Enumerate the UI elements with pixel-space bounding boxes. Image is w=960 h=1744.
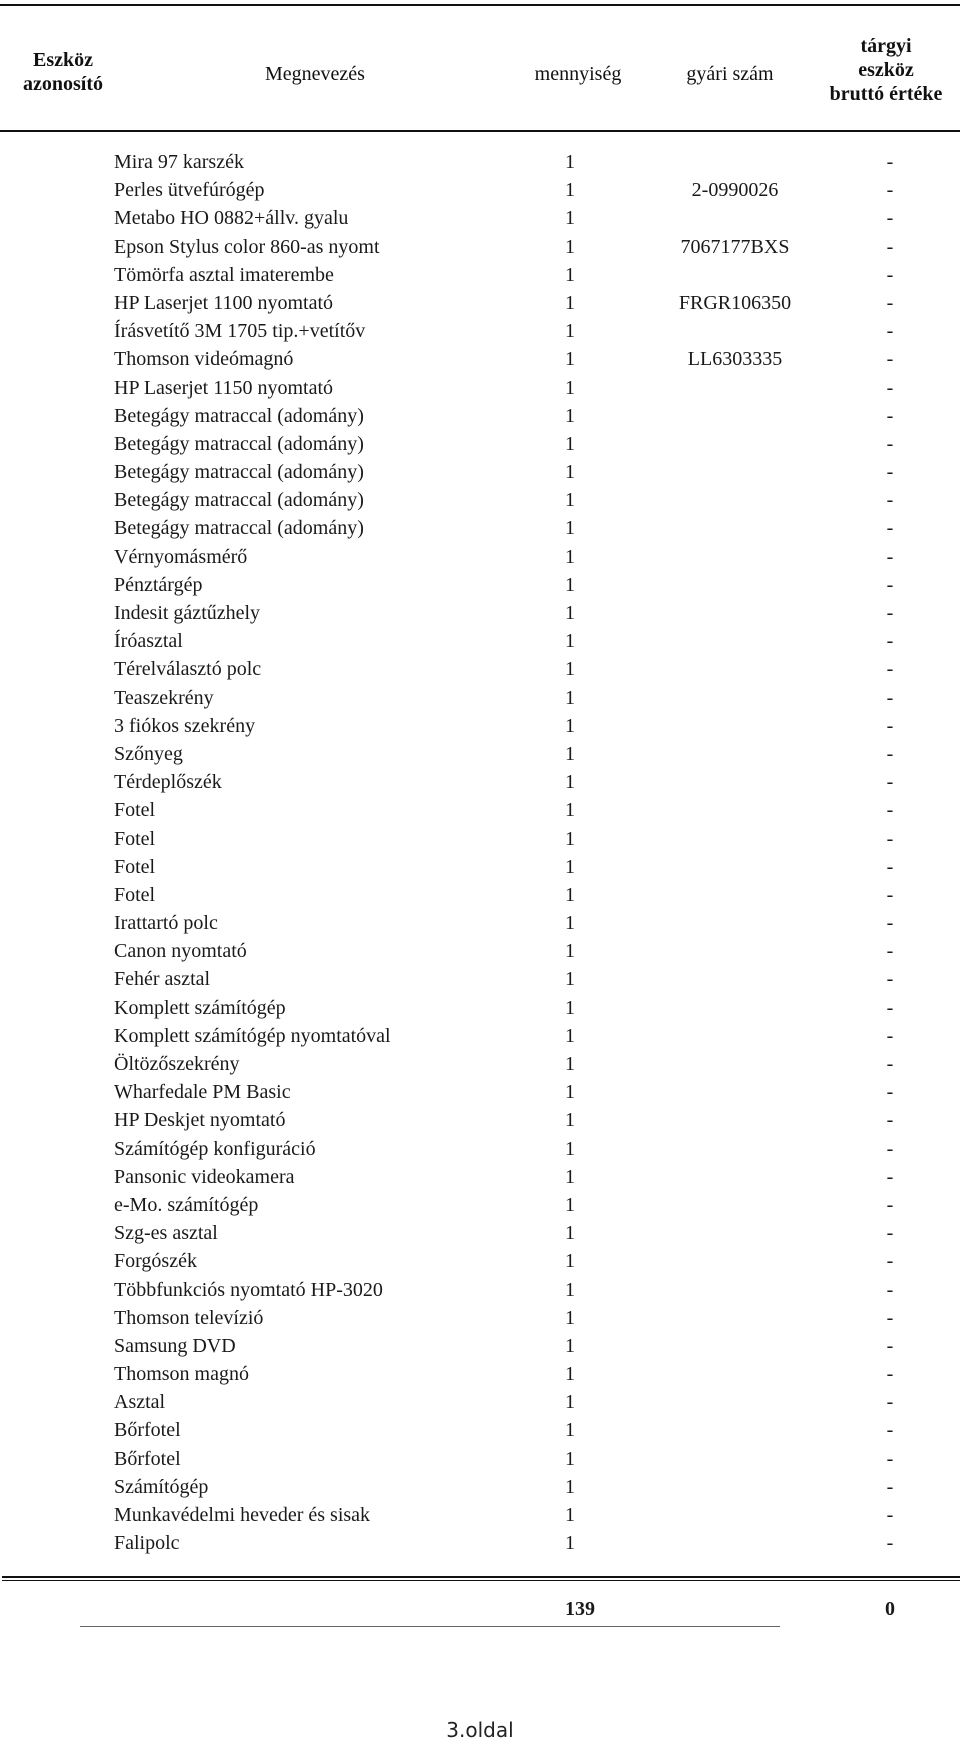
item-quantity: 1	[565, 996, 575, 1019]
item-value: -	[886, 686, 894, 709]
item-quantity: 1	[565, 771, 575, 794]
table-row	[0, 233, 960, 261]
item-quantity: 1	[565, 630, 575, 653]
item-serial: LL6303335	[687, 348, 783, 371]
item-quantity: 1	[565, 1419, 575, 1442]
totals-rule-bottom	[80, 1626, 780, 1627]
item-value: -	[886, 320, 894, 343]
header-name: Megnevezés	[265, 63, 365, 85]
table-row	[0, 655, 960, 683]
item-name: Indesit gáztűzhely	[114, 602, 261, 624]
table-row	[0, 1445, 960, 1473]
item-name: Bőrfotel	[114, 1447, 181, 1470]
item-value: -	[886, 1278, 894, 1301]
header-asset-id	[4, 48, 122, 96]
table-row	[0, 1416, 960, 1444]
item-quantity: 1	[565, 1081, 575, 1104]
table-row	[0, 571, 960, 599]
item-quantity: 1	[565, 1475, 575, 1498]
table-row	[0, 994, 960, 1022]
table-row	[0, 965, 960, 993]
item-name: Betegágy matraccal (adomány)	[114, 404, 364, 427]
item-quantity: 1	[565, 1137, 575, 1160]
item-quantity: 1	[565, 545, 575, 568]
table-row	[0, 486, 960, 514]
table-row	[0, 1388, 960, 1416]
item-name: Betegágy matraccal (adomány)	[114, 461, 364, 484]
item-value: -	[886, 1363, 894, 1386]
item-quantity: 1	[565, 151, 575, 173]
item-name: Thomson televízió	[114, 1306, 264, 1329]
table-row	[0, 261, 960, 289]
item-value: -	[886, 658, 894, 681]
table-row	[0, 1473, 960, 1501]
item-value: -	[886, 1109, 894, 1132]
item-value: -	[886, 461, 894, 484]
header-rule	[0, 130, 960, 132]
table-row	[0, 289, 960, 317]
item-value: -	[886, 940, 894, 963]
item-quantity: 1	[565, 855, 575, 878]
item-quantity: 1	[565, 263, 575, 286]
item-value: -	[886, 602, 894, 624]
item-name: Fehér asztal	[114, 968, 211, 991]
item-name: Teaszekrény	[114, 686, 214, 709]
item-quantity: 1	[565, 1278, 575, 1301]
item-quantity: 1	[565, 1334, 575, 1357]
item-name: Betegágy matraccal (adomány)	[114, 432, 364, 455]
item-name: Szőnyeg	[114, 742, 183, 765]
table-row	[0, 937, 960, 965]
item-quantity: 1	[565, 1193, 575, 1216]
item-quantity: 1	[565, 1053, 575, 1075]
item-quantity: 1	[565, 940, 575, 963]
table-row	[0, 1304, 960, 1332]
item-value: -	[886, 1391, 894, 1414]
table-row	[0, 1529, 960, 1557]
item-name: Samsung DVD	[114, 1334, 236, 1357]
item-name: Pansonic videokamera	[114, 1165, 295, 1188]
item-value: -	[886, 1504, 894, 1526]
item-quantity: 1	[565, 1024, 575, 1047]
item-quantity: 1	[565, 291, 575, 314]
item-name: Öltözőszekrény	[114, 1053, 240, 1075]
item-name: Mira 97 karszék	[114, 151, 244, 173]
table-row	[0, 458, 960, 486]
table-row	[0, 1276, 960, 1304]
table-row	[0, 204, 960, 232]
item-value: -	[886, 207, 894, 230]
header-value-line1: tárgyi	[860, 35, 912, 57]
item-name: Perles ütvefúrógép	[114, 179, 265, 202]
item-name: Thomson videómagnó	[114, 348, 294, 371]
item-name: HP Laserjet 1100 nyomtató	[114, 291, 334, 314]
item-name: Komplett számítógép nyomtatóval	[114, 1024, 391, 1047]
item-name: Fotel	[114, 799, 156, 822]
header-value-line2: eszköz	[858, 59, 914, 81]
item-quantity: 1	[565, 1391, 575, 1414]
item-name: Térdeplőszék	[114, 771, 222, 794]
table-row	[0, 1191, 960, 1219]
item-value: -	[886, 1419, 894, 1442]
item-name: Vérnyomásmérő	[114, 545, 248, 568]
header-value	[816, 34, 956, 106]
item-value: -	[886, 912, 894, 935]
page-number: 3.oldal	[446, 1718, 514, 1742]
item-value: -	[886, 348, 894, 371]
item-name: Fotel	[114, 827, 156, 850]
item-value: -	[886, 1475, 894, 1498]
table-row	[0, 881, 960, 909]
item-quantity: 1	[565, 714, 575, 737]
item-value: -	[886, 1137, 894, 1160]
item-name: Epson Stylus color 860-as nyomt	[114, 235, 380, 258]
item-name: Wharfedale PM Basic	[114, 1081, 291, 1104]
item-quantity: 1	[565, 235, 575, 258]
item-value: -	[886, 376, 894, 399]
table-row	[0, 1501, 960, 1529]
header-serial: gyári szám	[686, 63, 774, 85]
item-value: -	[886, 489, 894, 512]
item-value: -	[886, 1081, 894, 1104]
item-name: Munkavédelmi heveder és sisak	[114, 1504, 371, 1526]
item-value: -	[886, 968, 894, 991]
item-value: -	[886, 235, 894, 258]
totals-rule-top	[2, 1576, 960, 1578]
item-quantity: 1	[565, 968, 575, 991]
table-row	[0, 148, 960, 176]
item-name: Térelválasztó polc	[114, 658, 262, 681]
item-quantity: 1	[565, 517, 575, 540]
totals-row	[0, 1594, 960, 1624]
table-row	[0, 1022, 960, 1050]
table-row	[0, 176, 960, 204]
totals-rule-mid	[2, 1580, 960, 1581]
table-row	[0, 1106, 960, 1134]
item-name: Számítógép konfiguráció	[114, 1137, 316, 1160]
item-value: -	[886, 742, 894, 765]
item-value: -	[886, 799, 894, 822]
item-serial: 7067177BXS	[680, 235, 790, 258]
item-value: -	[886, 263, 894, 286]
header-asset-id-line1: Eszköz	[33, 49, 93, 71]
item-value: -	[886, 1165, 894, 1188]
item-name: Fotel	[114, 883, 156, 906]
table-row	[0, 768, 960, 796]
item-quantity: 1	[565, 1222, 575, 1245]
table-row	[0, 684, 960, 712]
item-value: -	[886, 291, 894, 314]
item-value: -	[886, 1306, 894, 1329]
item-name: Falipolc	[114, 1532, 180, 1555]
item-value: -	[886, 545, 894, 568]
item-quantity: 1	[565, 179, 575, 202]
table-row	[0, 825, 960, 853]
item-name: Betegágy matraccal (adomány)	[114, 517, 364, 540]
total-quantity: 139	[565, 1598, 595, 1620]
item-quantity: 1	[565, 348, 575, 371]
item-quantity: 1	[565, 376, 575, 399]
item-value: -	[886, 151, 894, 173]
item-quantity: 1	[565, 658, 575, 681]
inventory-table-body	[0, 148, 960, 1557]
item-value: -	[886, 771, 894, 794]
item-quantity: 1	[565, 742, 575, 765]
table-row	[0, 909, 960, 937]
item-quantity: 1	[565, 602, 575, 624]
item-name: Forgószék	[114, 1250, 197, 1273]
item-value: -	[886, 517, 894, 540]
table-row	[0, 1360, 960, 1388]
table-row	[0, 712, 960, 740]
item-name: HP Laserjet 1150 nyomtató	[114, 376, 334, 399]
item-quantity: 1	[565, 320, 575, 343]
item-serial: 2-0990026	[691, 179, 779, 202]
table-row	[0, 1135, 960, 1163]
table-row	[0, 599, 960, 627]
item-value: -	[886, 855, 894, 878]
table-row	[0, 543, 960, 571]
item-quantity: 1	[565, 912, 575, 935]
table-row	[0, 345, 960, 373]
item-quantity: 1	[565, 1165, 575, 1188]
table-row	[0, 796, 960, 824]
item-value: -	[886, 1024, 894, 1047]
item-quantity: 1	[565, 489, 575, 512]
item-name: Pénztárgép	[114, 573, 203, 596]
item-name: 3 fiókos szekrény	[114, 714, 256, 737]
item-quantity: 1	[565, 799, 575, 822]
total-value: 0	[885, 1598, 895, 1620]
item-quantity: 1	[565, 1532, 575, 1555]
table-row	[0, 1163, 960, 1191]
item-quantity: 1	[565, 461, 575, 484]
item-quantity: 1	[565, 883, 575, 906]
table-row	[0, 514, 960, 542]
table-row	[0, 853, 960, 881]
item-name: e-Mo. számítógép	[114, 1193, 259, 1216]
item-value: -	[886, 827, 894, 850]
table-row	[0, 1247, 960, 1275]
item-quantity: 1	[565, 207, 575, 230]
item-name: Fotel	[114, 855, 156, 878]
item-quantity: 1	[565, 1250, 575, 1273]
table-row	[0, 1050, 960, 1078]
item-name: Betegágy matraccal (adomány)	[114, 489, 364, 512]
table-row	[0, 1219, 960, 1247]
item-value: -	[886, 1193, 894, 1216]
item-name: Bőrfotel	[114, 1419, 181, 1442]
item-name: Írásvetítő 3M 1705 tip.+vetítőv	[114, 320, 366, 343]
item-value: -	[886, 179, 894, 202]
table-row	[0, 317, 960, 345]
item-name: Tömörfa asztal imaterembe	[114, 263, 334, 286]
item-name: Irattartó polc	[114, 912, 218, 935]
item-quantity: 1	[565, 432, 575, 455]
header-asset-id-line2: azonosító	[23, 73, 103, 95]
item-value: -	[886, 432, 894, 455]
item-name: Thomson magnó	[114, 1363, 249, 1386]
item-name: Számítógép	[114, 1475, 209, 1498]
table-row	[0, 627, 960, 655]
item-value: -	[886, 1447, 894, 1470]
item-name: Asztal	[114, 1391, 166, 1414]
item-value: -	[886, 1532, 894, 1555]
item-quantity: 1	[565, 573, 575, 596]
item-quantity: 1	[565, 1109, 575, 1132]
item-value: -	[886, 573, 894, 596]
item-value: -	[886, 883, 894, 906]
item-quantity: 1	[565, 827, 575, 850]
table-row	[0, 740, 960, 768]
item-quantity: 1	[565, 404, 575, 427]
table-row	[0, 430, 960, 458]
table-row	[0, 402, 960, 430]
item-name: Komplett számítógép	[114, 996, 286, 1019]
table-row	[0, 1332, 960, 1360]
item-value: -	[886, 1222, 894, 1245]
item-value: -	[886, 404, 894, 427]
item-name: Szg-es asztal	[114, 1222, 218, 1245]
item-name: Metabo HO 0882+állv. gyalu	[114, 207, 349, 230]
item-name: Íróasztal	[114, 630, 183, 653]
table-row	[0, 374, 960, 402]
item-quantity: 1	[565, 686, 575, 709]
item-quantity: 1	[565, 1306, 575, 1329]
header-quantity: mennyiség	[534, 63, 622, 85]
item-serial: FRGR106350	[678, 291, 792, 314]
item-value: -	[886, 996, 894, 1019]
item-quantity: 1	[565, 1447, 575, 1470]
item-value: -	[886, 630, 894, 653]
item-value: -	[886, 714, 894, 737]
item-name: HP Deskjet nyomtató	[114, 1109, 286, 1132]
table-row	[0, 1078, 960, 1106]
item-value: -	[886, 1053, 894, 1075]
item-quantity: 1	[565, 1363, 575, 1386]
item-value: -	[886, 1250, 894, 1273]
item-quantity: 1	[565, 1504, 575, 1526]
item-name: Canon nyomtató	[114, 940, 247, 963]
item-name: Többfunkciós nyomtató HP-3020	[114, 1278, 383, 1301]
item-value: -	[886, 1334, 894, 1357]
header-value-line3: bruttó értéke	[829, 83, 943, 105]
top-rule	[0, 4, 960, 6]
